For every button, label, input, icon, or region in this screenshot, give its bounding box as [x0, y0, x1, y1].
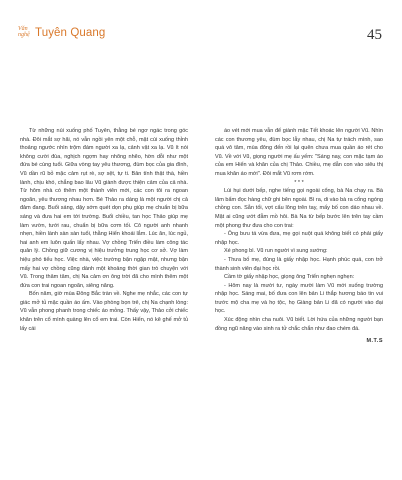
logo-title: Tuyên Quang [35, 27, 106, 39]
paragraph: Bốn năm, giờ mùa Đông Bắc tràn về. Nghe mẹ nhắc, các con tự giác mở tủ mặc quần áo ấm. Vào phòng bọn trẻ, chị Na chạnh lòng: Vũ vẫn phong phanh trong chiếc áo mỏng. Thấy vậy, Thảo cởi chiếc khăn trên cổ mình quàng lên cổ em trai. Còn Hiển, nó kê ghế mở tủ lấy cái [20, 291, 188, 332]
logo-prefix-line2: nghệ [18, 32, 30, 38]
left-text-column [20, 127, 188, 333]
paragraph: Từ những núi xuống phố Tuyên, thằng bé ngơ ngác trong góc nhà. Đôi mắt sợ hãi, nó vẫn ngồi yên một chỗ, mặt cúi xuống thỉnh thoảng ngước nhìn trộm đám người xa lạ, cảnh vật xa lạ. Vũ ít nói không cười đùa, nghịch ngợm hay nhõng nhẽo, hờn dỗi như một đứa bé cùng tuổi. Giữa vòng tay yêu thương, đùm bọc của gia đình, Vũ dần rũ bỏ mặc cảm rụt rè, sợ sệt, tự ti. Bản tính thật thà, hiền lành, chịu khó, chẳng bao lâu Vũ giành được thiện cảm của cả nhà. Từ hôm nhà có thêm một thành viên mới, các con tôi ra ngoan ngoãn, yêu thương nhau hơn. Bé Thảo ra dáng là một người chị cả đảm đang. Buổi sáng, dậy sớm quét dọn phụ giúp mẹ chuẩn bị bữa sáng và đưa hai em tới trường. Buổi chiều, tan học Thảo giúp mẹ làm vườn, tưới rau, chuẩn bị bữa cơm tối. Cô người anh nhanh nhẹn, hiền lành sàn sàn tuổi, thằng Hiển khoái lắm. Lúc ăn, lúc ngủ, hai anh em luôn quấn lấy nhau. Vợ chồng Triển điều làm công tác quản lý. Chồng giữ cương vị hiệu trưởng trung học cơ sở. Vợ làm hiệu phó tiểu học. Việc nhà, việc trường bận ngập mặt, nhưng bận mấy hai vợ chồng cũng dành một khoảng thời gian trò chuyện với Vũ. Trong thâm tâm, chị Na cảm ơn ông trời đã cho mình thêm một đứa con trai ngoan ngoãn, siêng năng. [20, 128, 188, 289]
paragraph: - Hôm nay là mười tư, ngày mười làm Vũ mới xuống trường nhập học. Sáng mai, bố đưa con lên bản Li thắp hương báo tin vui trước mộ cha mẹ và họ tộc, họ Giàng bản Li đã có người vào đại học. [215, 282, 383, 315]
right-text-column [215, 127, 383, 346]
paragraph: - Ông bưu tá vừa đưa, mẹ gọi nuột quá không biết có phải giấy nhập học. [215, 231, 383, 246]
paragraph: áo vét mới mua vẫn để giành mặc Tết khoác lên người Vũ. Nhìn các con thương yêu, đùm bọc lẫy nhau, chị Na tự trách mình, sao quá vô tâm, mùa đông đến rồi lại quên chưa mua quần áo rét cho Vũ. Về với Vũ, giọng người mẹ ấu yếm: "Sáng nay, con mặc tạm áo của em Hiển và khăn của chị Thảo. Chiều, mẹ dẫn con vào siêu thị mua khăn áo mới". Đôi mắt Vũ rơm rớm. [215, 128, 383, 177]
paragraph: Xúc động nhìn cha nuôi. Vũ biết. Lời hứa của những người bạn đồng ngũ năng vào sinh ra tử chắc chắn như đao chém đá. [215, 317, 383, 332]
logo-prefix-line1: Văn [18, 26, 28, 32]
paragraph: - Thưa bố mẹ, đúng là giấy nhập học. Hạnh phúc quá, con trở thành sinh viên đại học rồi. [215, 256, 383, 272]
author-signature: M.T.S [366, 338, 383, 345]
page-number: 45 [367, 27, 382, 43]
section-separator: * * * [294, 179, 304, 186]
paragraph: Xé phong bì. Vũ run người vì sung sướng: [224, 248, 328, 255]
paragraph: Lúi hụi dưới bếp, nghe tiếng gọi ngoài cổng, bà Na chạy ra. Bà lâm bẩm đọc hàng chữ ghi bên ngoài. Bì ra, di vào bà ra cổng ngóng chồng con. Sẵn tối, vợt cẩu lông trên tay, mấy bố con dáo nhau về. Mặt ai cũng ướt đẫm mồ hôi. Bà Na từ bếp bước lên trên tay cầm một phong thư đưa cho con trai: [215, 188, 383, 229]
paragraph: Cầm tờ giấy nhập học, giọng ông Triển nghẹn nghẹn: [224, 274, 355, 281]
